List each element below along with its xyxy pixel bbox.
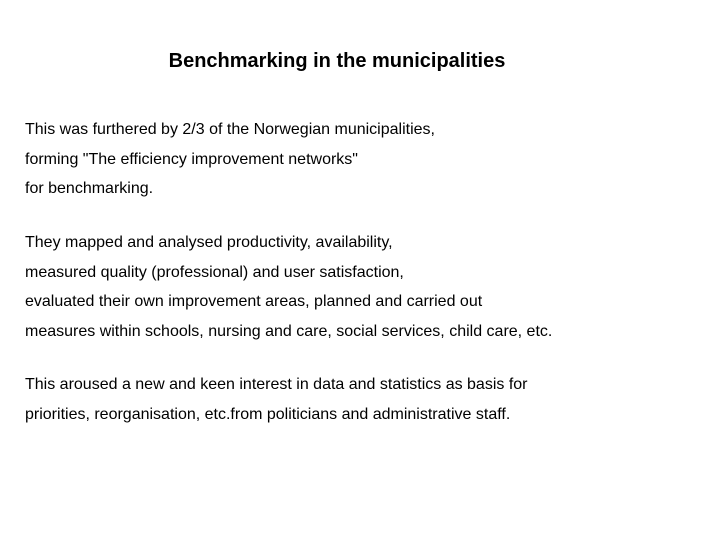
- paragraph-line: priorities, reorganisation, etc.from politicians and administrative staff.: [25, 406, 511, 423]
- paragraph-line: This was furthered by 2/3 of the Norwegian municipalities,: [25, 121, 435, 138]
- paragraph-line: This aroused a new and keen interest in data and statistics as basis for: [25, 376, 528, 393]
- paragraph-line: for benchmarking.: [25, 180, 154, 197]
- paragraph-line: evaluated their own improvement areas, planned and carried out: [25, 293, 483, 310]
- paragraph-line: forming "The efficiency improvement networks": [25, 151, 358, 168]
- slide-title: Benchmarking in the municipalities: [168, 50, 506, 72]
- paragraph-line: measured quality (professional) and user satisfaction,: [25, 264, 404, 281]
- paragraph-line: They mapped and analysed productivity, availability,: [25, 234, 393, 251]
- paragraph-line: measures within schools, nursing and care, social services, child care, etc.: [25, 323, 553, 340]
